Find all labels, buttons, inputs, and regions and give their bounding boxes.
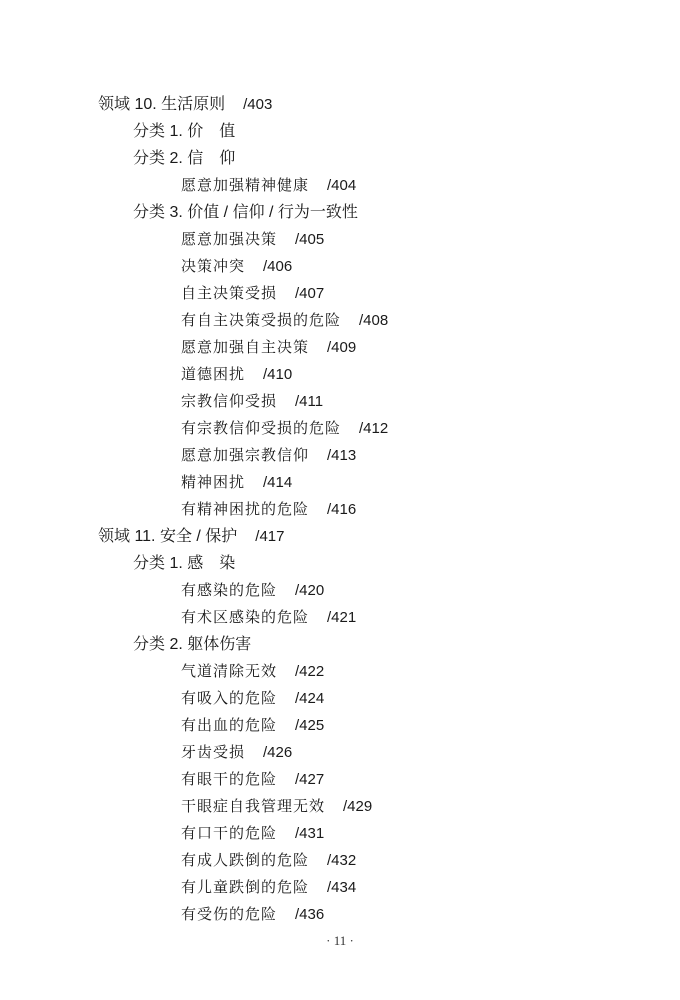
toc-page-number: /429 — [343, 798, 373, 815]
toc-page-number: /420 — [295, 582, 325, 599]
toc-diagnosis — [0, 253, 680, 280]
toc-page-number: /408 — [359, 312, 389, 329]
toc-page-number: /422 — [295, 663, 325, 680]
toc-entry-title: 分类 3. 价值 / 信仰 / 行为一致性 — [133, 204, 358, 221]
toc-entry-title: 有术区感染的危险 — [181, 608, 310, 626]
toc-diagnosis — [0, 820, 680, 847]
toc-diagnosis — [0, 415, 680, 442]
toc-entry-title: 精神困扰 — [181, 473, 246, 491]
toc-page-number: /411 — [295, 393, 324, 410]
toc-entry-title: 分类 2. 躯体伤害 — [133, 636, 252, 653]
toc-page-number: /431 — [295, 825, 325, 842]
toc-entry-title: 愿意加强决策 — [181, 230, 278, 248]
toc-diagnosis — [0, 388, 680, 415]
toc-diagnosis — [0, 361, 680, 388]
toc-entry-title: 有儿童跌倒的危险 — [181, 878, 310, 896]
toc-entry-title: 领域 11. 安全 / 保护 — [98, 528, 238, 545]
toc-entry-title: 自主决策受损 — [181, 284, 278, 302]
table-of-contents — [0, 91, 680, 928]
toc-category — [0, 145, 680, 172]
toc-entry-title: 愿意加强自主决策 — [181, 338, 310, 356]
toc-page-number: /405 — [295, 231, 325, 248]
toc-entry-title: 分类 1. 感 染 — [133, 555, 236, 572]
toc-diagnosis — [0, 577, 680, 604]
toc-entry-title: 牙齿受损 — [181, 743, 246, 761]
toc-page-number: /417 — [255, 528, 285, 545]
toc-diagnosis — [0, 739, 680, 766]
toc-page-number: /425 — [295, 717, 325, 734]
toc-page-number: /414 — [263, 474, 293, 491]
toc-entry-title: 有精神困扰的危险 — [181, 500, 310, 518]
toc-page-number: /424 — [295, 690, 325, 707]
toc-category — [0, 550, 680, 577]
toc-page-number: /434 — [327, 879, 357, 896]
toc-entry-title: 决策冲突 — [181, 257, 246, 275]
toc-diagnosis — [0, 685, 680, 712]
toc-entry-title: 愿意加强精神健康 — [181, 176, 310, 194]
toc-entry-title: 有自主决策受损的危险 — [181, 311, 342, 329]
toc-page-number: /427 — [295, 771, 325, 788]
toc-entry-title: 有眼干的危险 — [181, 770, 278, 788]
toc-page-number: /404 — [327, 177, 357, 194]
toc-diagnosis — [0, 442, 680, 469]
toc-entry-title: 分类 2. 信 仰 — [133, 150, 236, 167]
toc-diagnosis — [0, 307, 680, 334]
toc-diagnosis — [0, 334, 680, 361]
toc-diagnosis — [0, 226, 680, 253]
toc-entry-title: 领域 10. 生活原则 — [98, 96, 226, 113]
toc-diagnosis — [0, 172, 680, 199]
toc-page-number: /413 — [327, 447, 357, 464]
toc-entry-title: 有受伤的危险 — [181, 905, 278, 923]
toc-page-number: /406 — [263, 258, 293, 275]
toc-entry-title: 有感染的危险 — [181, 581, 278, 599]
toc-page-number: /436 — [295, 906, 325, 923]
toc-entry-title: 有吸入的危险 — [181, 689, 278, 707]
toc-page-number: /407 — [295, 285, 325, 302]
toc-diagnosis — [0, 496, 680, 523]
toc-page-number: /416 — [327, 501, 357, 518]
page-number: · 11 · — [326, 933, 354, 948]
toc-entry-title: 有宗教信仰受损的危险 — [181, 419, 342, 437]
toc-page-number: /410 — [263, 366, 293, 383]
toc-page-number: /421 — [327, 609, 357, 626]
toc-entry-title: 有口干的危险 — [181, 824, 278, 842]
toc-diagnosis — [0, 874, 680, 901]
toc-diagnosis — [0, 280, 680, 307]
toc-category — [0, 631, 680, 658]
toc-entry-title: 宗教信仰受损 — [181, 392, 278, 410]
toc-page-number: /412 — [359, 420, 389, 437]
toc-page-number: /403 — [243, 96, 273, 113]
toc-entry-title: 有出血的危险 — [181, 716, 278, 734]
toc-diagnosis — [0, 604, 680, 631]
toc-diagnosis — [0, 901, 680, 928]
toc-entry-title: 有成人跌倒的危险 — [181, 851, 310, 869]
toc-entry-title: 愿意加强宗教信仰 — [181, 446, 310, 464]
toc-diagnosis — [0, 469, 680, 496]
toc-page-number: /426 — [263, 744, 293, 761]
toc-domain — [0, 91, 680, 118]
toc-entry-title: 道德困扰 — [181, 365, 246, 383]
toc-entry-title: 干眼症自我管理无效 — [181, 797, 326, 815]
toc-entry-title: 分类 1. 价 值 — [133, 123, 236, 140]
toc-diagnosis — [0, 847, 680, 874]
toc-entry-title: 气道清除无效 — [181, 662, 278, 680]
toc-domain — [0, 523, 680, 550]
toc-diagnosis — [0, 658, 680, 685]
toc-diagnosis — [0, 712, 680, 739]
toc-page-number: /409 — [327, 339, 357, 356]
toc-diagnosis — [0, 793, 680, 820]
toc-category — [0, 118, 680, 145]
toc-diagnosis — [0, 766, 680, 793]
toc-page-number: /432 — [327, 852, 357, 869]
toc-category — [0, 199, 680, 226]
